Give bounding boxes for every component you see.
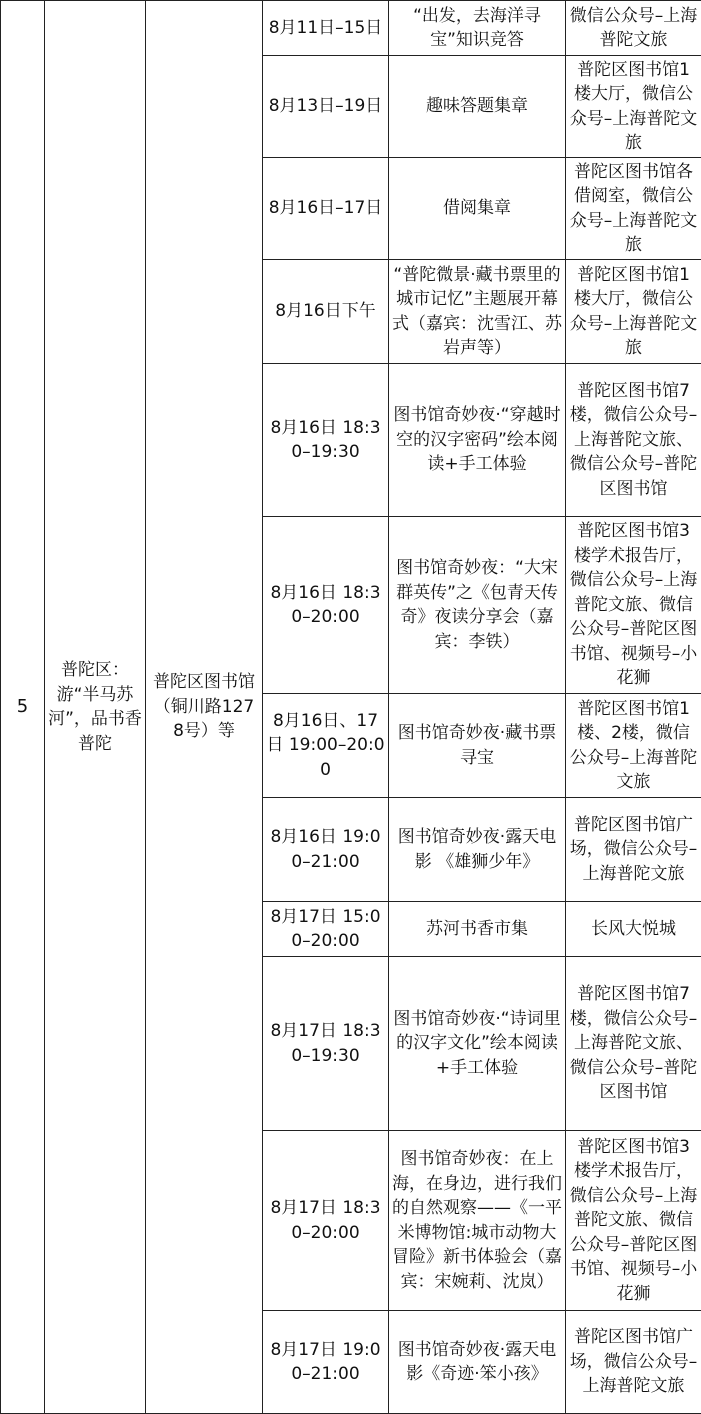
event-time-cell: 8月16日、17日 19:00–20:00 [263, 694, 389, 798]
event-time-cell: 8月16日–17日 [263, 158, 389, 260]
event-name-cell: 图书馆奇妙夜：在上海，在身边，进行我们的自然观察——《一平米博物馆:城市动物大冒险》新书体验会（嘉宾：宋婉莉、沈岚） [389, 1131, 566, 1311]
event-name-cell: “普陀微景·藏书票里的城市记忆”主题展开幕式（嘉宾：沈雪江、苏岩声等） [389, 260, 566, 364]
event-name-cell: “出发，去海洋寻宝”知识竞答 [389, 1, 566, 56]
event-place-cell: 长风大悦城 [566, 902, 701, 957]
event-name-cell: 图书馆奇妙夜·“穿越时空的汉字密码”绘本阅读+手工体验 [389, 364, 566, 517]
event-place-cell: 普陀区图书馆广场，微信公众号–上海普陀文旅 [566, 1311, 701, 1414]
event-place-cell: 普陀区图书馆3楼学术报告厅，微信公众号–上海普陀文旅、微信公众号–普陀区图书馆、视频号–小花狮 [566, 1131, 701, 1311]
event-time-cell: 8月17日 15:00–20:00 [263, 902, 389, 957]
district-theme-cell: 普陀区：游“半马苏河”，品书香普陀 [45, 1, 146, 1414]
event-name-cell: 图书馆奇妙夜·露天电影 《雄狮少年》 [389, 798, 566, 902]
event-time-cell: 8月11日–15日 [263, 1, 389, 56]
event-time-cell: 8月17日 19:00–21:00 [263, 1311, 389, 1414]
event-place-cell: 普陀区图书馆3楼学术报告厅，微信公众号–上海普陀文旅、微信公众号–普陀区图书馆、视频号–小花狮 [566, 517, 701, 694]
row-number-cell: 5 [1, 1, 45, 1414]
event-place-cell: 普陀区图书馆各借阅室，微信公众号–上海普陀文旅 [566, 158, 701, 260]
table-row [1, 1, 701, 56]
venue-cell: 普陀区图书馆（铜川路1278号）等 [146, 1, 263, 1414]
event-time-cell: 8月16日 18:30–19:30 [263, 364, 389, 517]
event-place-cell: 普陀区图书馆广场，微信公众号–上海普陀文旅 [566, 798, 701, 902]
event-time-cell: 8月16日 18:30–20:00 [263, 517, 389, 694]
event-name-cell: 借阅集章 [389, 158, 566, 260]
event-name-cell: 图书馆奇妙夜·露天电影《奇迹·笨小孩》 [389, 1311, 566, 1414]
event-place-cell: 普陀区图书馆1楼大厅，微信公众号–上海普陀文旅 [566, 260, 701, 364]
event-name-cell: 苏河书香市集 [389, 902, 566, 957]
event-place-cell: 普陀区图书馆7楼，微信公众号–上海普陀文旅、微信公众号–普陀区图书馆 [566, 364, 701, 517]
event-place-cell: 微信公众号–上海普陀文旅 [566, 1, 701, 56]
event-name-cell: 图书馆奇妙夜·藏书票寻宝 [389, 694, 566, 798]
event-time-cell: 8月17日 18:30–20:00 [263, 1131, 389, 1311]
event-time-cell: 8月16日下午 [263, 260, 389, 364]
event-place-cell: 普陀区图书馆1楼、2楼，微信公众号–上海普陀文旅 [566, 694, 701, 798]
event-name-cell: 趣味答题集章 [389, 56, 566, 158]
event-name-cell: 图书馆奇妙夜：“大宋群英传”之《包青天传奇》夜读分享会（嘉宾：李铁） [389, 517, 566, 694]
event-name-cell: 图书馆奇妙夜·“诗词里的汉字文化”绘本阅读+手工体验 [389, 957, 566, 1131]
event-place-cell: 普陀区图书馆1楼大厅，微信公众号–上海普陀文旅 [566, 56, 701, 158]
event-place-cell: 普陀区图书馆7楼，微信公众号–上海普陀文旅、微信公众号–普陀区图书馆 [566, 957, 701, 1131]
event-time-cell: 8月17日 18:30–19:30 [263, 957, 389, 1131]
event-time-cell: 8月13日–19日 [263, 56, 389, 158]
event-time-cell: 8月16日 19:00–21:00 [263, 798, 389, 902]
